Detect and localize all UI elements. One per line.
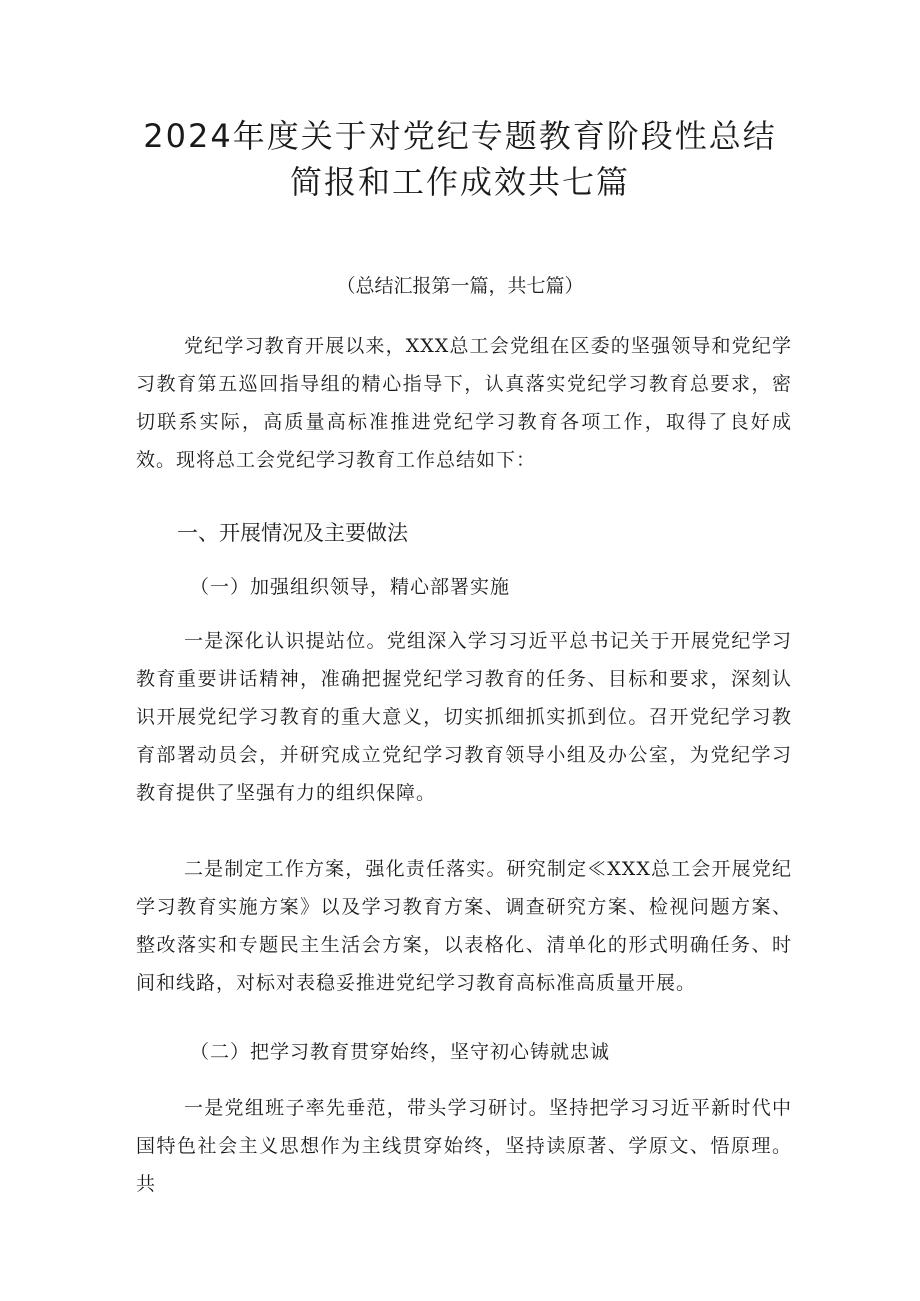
subsection-heading-1: （一）加强组织领导，精心部署实施: [190, 576, 511, 598]
body-paragraph: 一是党组班子率先垂范，带头学习研讨。坚持把学习习近平新时代中国特色社会主义思想作为主线贯穿始终，坚持读原著、学原文、悟原理。共: [136, 1097, 792, 1195]
document-title-line1: 2024年度关于对党纪专题教育阶段性总结: [143, 117, 777, 155]
body-paragraph: 二是制定工作方案，强化责任落实。研究制定≪XXX总工会开展党纪学习教育实施方案》以及学习教育方案、调查研究方案、检视问题方案、整改落实和专题民主生活会方案，以表格化、清单化的形式明确任务、时间和线路，对标对表稳妥推进党纪学习教育高标准高质量开展。: [136, 858, 792, 994]
intro-paragraph: 党纪学习教育开展以来，XXX总工会党组在区委的坚强领导和党纪学习教育第五巡回指导组的精心指导下，认真落实党纪学习教育总要求，密切联系实际，高质量高标准推进党纪学习教育各项工作，取得了良好成效。现将总工会党纪学习教育工作总结如下：: [136, 335, 792, 471]
subsection-heading-2: （二）把学习教育贯穿始终，坚守初心铸就忠诚: [190, 1041, 611, 1063]
document-title-line2: 简报和工作成效共七篇: [289, 163, 630, 201]
body-paragraph: 一是深化认识提站位。党组深入学习习近平总书记关于开展党纪学习教育重要讲话精神，准确把握党纪学习教育的任务、目标和要求，深刻认识开展党纪学习教育的重大意义，切实抓细抓实抓到位。召开党纪学习教育部署动员会，并研究成立党纪学习教育领导小组及办公室，为党纪学习教育提供了坚强有力的组织保障。: [136, 630, 792, 804]
section-heading: 一、开展情况及主要做法: [177, 521, 408, 545]
document-subtitle: （总结汇报第一篇，共七篇）: [336, 275, 584, 297]
